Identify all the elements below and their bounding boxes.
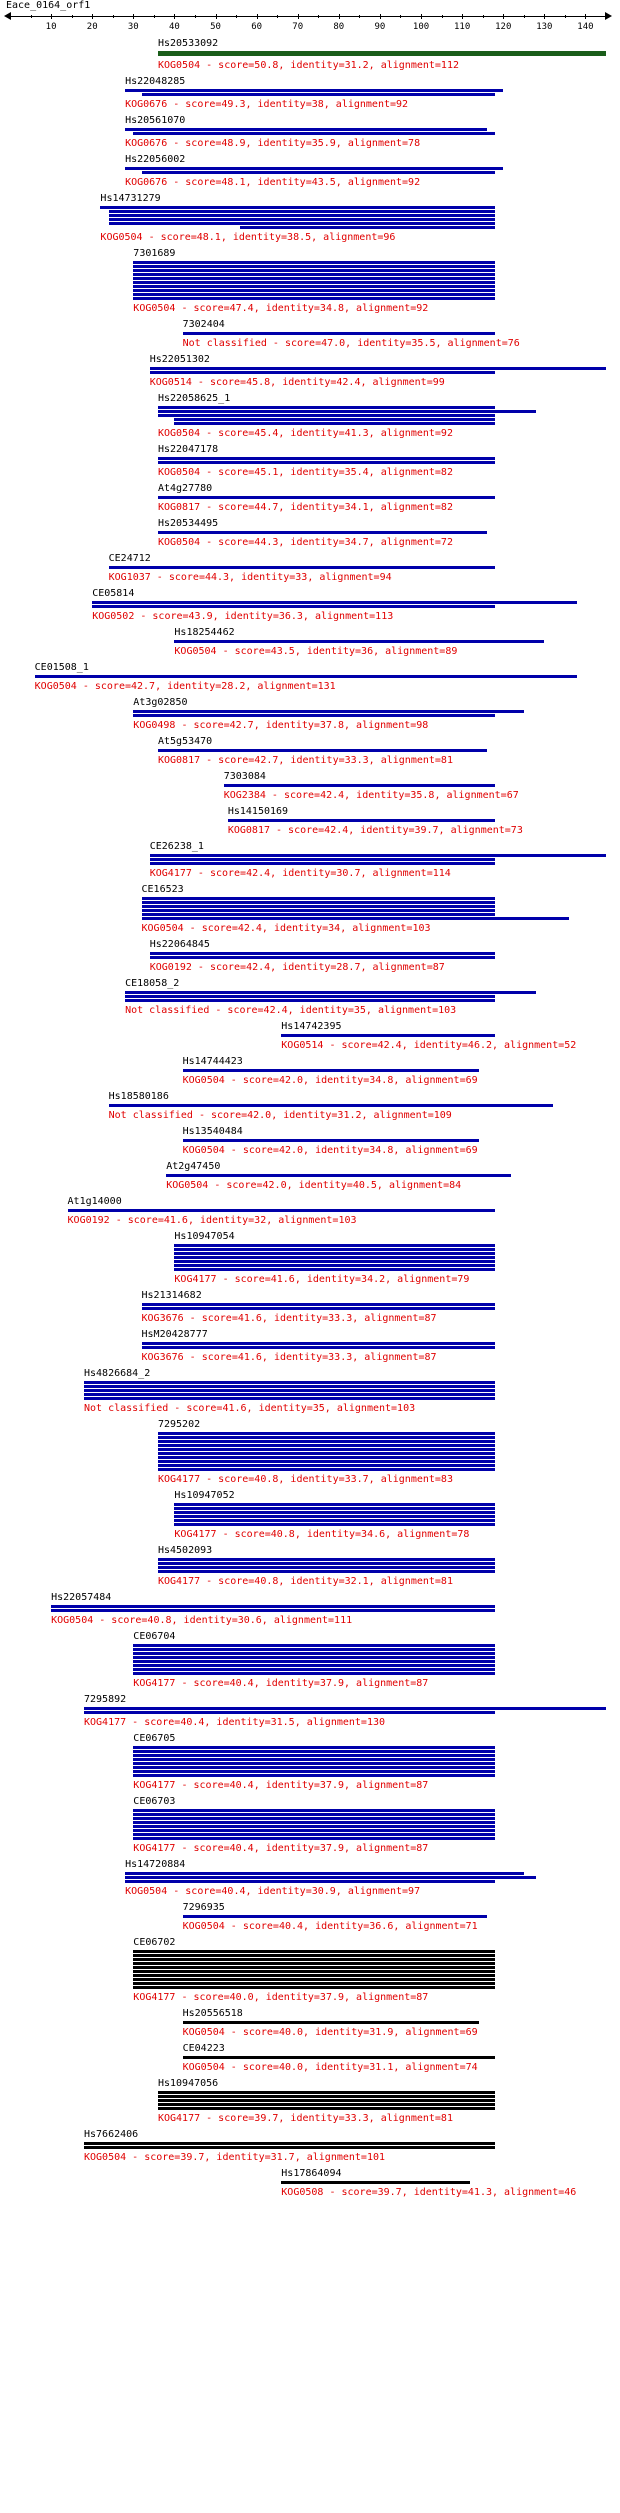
alignment-bar[interactable] — [133, 714, 495, 717]
hit-score-info: Not classified - score=42.4, identity=35, alignment=103 — [125, 1005, 457, 1016]
ruler-tick — [277, 15, 278, 18]
hit-name-label[interactable]: Hs10947056 — [157, 2078, 219, 2089]
alignment-bar[interactable] — [142, 901, 495, 904]
hit-name-label[interactable]: Hs21314682 — [141, 1290, 202, 1301]
alignment-bar[interactable] — [150, 371, 495, 374]
ruler-tick — [72, 15, 73, 18]
alignment-bar[interactable] — [158, 2103, 495, 2106]
hit-score-info: KOG0504 - score=48.1, identity=38.5, alignment=96 — [100, 232, 396, 243]
alignment-bar[interactable] — [133, 1821, 495, 1824]
alignment-bar[interactable] — [133, 1774, 495, 1777]
hit-score-info: KOG0676 - score=48.9, identity=35.9, alignment=78 — [125, 138, 421, 149]
alignment-bar[interactable] — [142, 1342, 495, 1345]
hit-name-label[interactable]: 7295892 — [83, 1694, 127, 1705]
ruler-tick — [236, 15, 237, 18]
hit-name-label[interactable]: 7302404 — [182, 319, 225, 330]
alignment-bar[interactable] — [158, 1562, 495, 1565]
ruler-tick-label: 70 — [292, 22, 304, 32]
hit-score-info: KOG4177 - score=40.8, identity=32.1, alignment=81 — [157, 1576, 453, 1587]
alignment-bar[interactable] — [158, 531, 487, 534]
hit-name-label[interactable]: Hs14742395 — [281, 1021, 342, 1032]
alignment-bar[interactable] — [158, 1460, 495, 1463]
hit-score-info: KOG4177 - score=42.4, identity=30.7, alignment=114 — [149, 868, 451, 879]
hit-name-label[interactable]: Hs20534495 — [157, 518, 219, 529]
alignment-bar[interactable] — [133, 265, 495, 268]
alignment-bar[interactable] — [51, 1609, 495, 1612]
hit-score-info: KOG0817 - score=42.4, identity=39.7, alignment=73 — [227, 825, 523, 836]
alignment-bar[interactable] — [133, 1762, 495, 1765]
hit-name-label[interactable]: At1g14000 — [67, 1196, 122, 1207]
hit-score-info: KOG4177 - score=40.4, identity=37.9, alignment=87 — [133, 1780, 429, 1791]
alignment-bar[interactable] — [133, 1986, 495, 1989]
ruler-tick — [462, 14, 463, 19]
alignment-bar[interactable] — [125, 991, 536, 994]
alignment-bar[interactable] — [133, 1672, 495, 1675]
sequence-title: Eace_0164_orf1 — [6, 0, 91, 11]
hit-score-info: KOG0504 - score=45.4, identity=41.3, alignment=92 — [157, 428, 453, 439]
alignment-bar[interactable] — [158, 457, 495, 460]
alignment-bar[interactable] — [133, 297, 495, 300]
alignment-bar[interactable] — [125, 167, 503, 170]
ruler-tick-label: 90 — [374, 22, 386, 32]
alignment-bar[interactable] — [158, 1558, 495, 1561]
alignment-bar[interactable] — [142, 913, 495, 916]
alignment-bar[interactable] — [133, 1656, 495, 1659]
hit-name-label[interactable]: Hs10947054 — [174, 1231, 235, 1242]
alignment-bar[interactable] — [142, 917, 569, 920]
hit-name-label[interactable]: CE16523 — [141, 884, 184, 895]
hit-score-info: KOG0676 - score=48.1, identity=43.5, alignment=92 — [125, 177, 421, 188]
hit-score-info: KOG0192 - score=42.4, identity=28.7, alignment=87 — [149, 962, 445, 973]
alignment-bar[interactable] — [133, 1982, 495, 1985]
hit-score-info: KOG3676 - score=41.6, identity=33.3, alignment=87 — [141, 1313, 437, 1324]
alignment-bar[interactable] — [174, 1511, 495, 1514]
hit-name-label[interactable]: Hs22056002 — [125, 154, 186, 165]
alignment-bar[interactable] — [133, 289, 495, 292]
hit-score-info: KOG0504 - score=39.7, identity=31.7, alignment=101 — [83, 2152, 386, 2163]
alignment-bar[interactable] — [68, 1209, 495, 1212]
alignment-bar[interactable] — [109, 210, 495, 213]
hit-name-label[interactable]: At5g53470 — [157, 736, 213, 747]
alignment-bar[interactable] — [35, 675, 578, 678]
alignment-bar[interactable] — [142, 897, 495, 900]
alignment-bar[interactable] — [92, 605, 495, 608]
ruler-tick — [442, 15, 443, 18]
ruler-tick-label: 80 — [333, 22, 345, 32]
hit-score-info: KOG3676 - score=41.6, identity=33.3, alignment=87 — [141, 1352, 437, 1363]
alignment-bar[interactable] — [84, 1393, 495, 1396]
hit-name-label[interactable]: Hs18254462 — [174, 627, 235, 638]
ruler-axis-line — [10, 16, 606, 17]
ruler-tick-label: 140 — [577, 22, 594, 32]
hit-score-info: Not classified - score=41.6, identity=35, alignment=103 — [83, 1403, 416, 1414]
alignment-bar[interactable] — [142, 171, 495, 174]
alignment-bar[interactable] — [158, 461, 495, 464]
hit-score-info: KOG0676 - score=49.3, identity=38, alignment=92 — [125, 99, 409, 110]
hit-name-label[interactable]: Hs14720884 — [125, 1859, 186, 1870]
alignment-bar[interactable] — [133, 1833, 495, 1836]
ruler-tick — [503, 14, 504, 19]
alignment-bar[interactable] — [84, 2142, 495, 2145]
hit-score-info: KOG0504 - score=40.0, identity=31.1, alignment=74 — [182, 2062, 478, 2073]
alignment-bar[interactable] — [142, 1346, 495, 1349]
alignment-bar[interactable] — [133, 1746, 495, 1749]
alignment-bar[interactable] — [84, 1389, 495, 1392]
alignment-bar[interactable] — [174, 1268, 495, 1271]
alignment-bar[interactable] — [133, 1660, 495, 1663]
ruler-tick — [195, 15, 196, 18]
alignment-bar[interactable] — [158, 2091, 495, 2094]
alignment-bar[interactable] — [158, 2095, 495, 2098]
hit-score-info: KOG0504 - score=43.5, identity=36, alignment=89 — [174, 646, 458, 657]
hit-name-label[interactable]: Hs10947052 — [174, 1490, 235, 1501]
alignment-bar[interactable] — [125, 1876, 536, 1879]
alignment-bar[interactable] — [174, 1515, 495, 1518]
alignment-bar[interactable] — [150, 862, 495, 865]
hit-score-info: KOG0502 - score=43.9, identity=36.3, alignment=113 — [92, 611, 394, 622]
hit-score-info: KOG2384 - score=42.4, identity=35.8, alignment=67 — [223, 790, 519, 801]
alignment-bar[interactable] — [133, 1652, 495, 1655]
ruler-tick — [257, 14, 258, 19]
hit-score-info: KOG0504 - score=40.4, identity=36.6, alignment=71 — [182, 1921, 478, 1932]
hit-score-info: KOG0504 - score=40.4, identity=30.9, alignment=97 — [125, 1886, 421, 1897]
alignment-bar[interactable] — [158, 1456, 495, 1459]
alignment-bar[interactable] — [158, 1448, 495, 1451]
alignment-bar[interactable] — [133, 1954, 495, 1957]
hit-name-label[interactable]: Hs20561070 — [125, 115, 186, 126]
hit-name-label[interactable]: CE24712 — [108, 553, 151, 564]
alignment-bar[interactable] — [84, 2146, 495, 2149]
alignment-bar[interactable] — [142, 905, 495, 908]
alignment-bar[interactable] — [109, 566, 495, 569]
alignment-bar[interactable] — [183, 1915, 487, 1918]
hit-score-info: KOG4177 - score=40.4, identity=37.9, alignment=87 — [133, 1843, 429, 1854]
hit-score-info: KOG0514 - score=42.4, identity=46.2, alignment=52 — [281, 1040, 577, 1051]
hit-name-label[interactable]: HsM20428777 — [141, 1329, 208, 1340]
alignment-bar[interactable] — [133, 269, 495, 272]
alignment-bar[interactable] — [158, 410, 536, 413]
alignment-bar[interactable] — [158, 414, 495, 417]
hit-score-info: KOG0498 - score=42.7, identity=37.8, alignment=98 — [133, 720, 429, 731]
alignment-bar[interactable] — [150, 952, 495, 955]
hit-score-info: KOG0504 - score=42.0, identity=34.8, alignment=69 — [182, 1145, 478, 1156]
alignment-bar[interactable] — [100, 206, 495, 209]
ruler-tick — [380, 14, 381, 19]
alignment-bar[interactable] — [125, 1872, 524, 1875]
alignment-bar[interactable] — [133, 285, 495, 288]
hit-name-label[interactable]: CE01508_1 — [34, 662, 89, 673]
alignment-bar[interactable] — [133, 1754, 495, 1757]
ruler-tick-label: 10 — [45, 22, 57, 32]
hit-score-info: KOG4177 - score=40.0, identity=37.9, alignment=87 — [133, 1992, 429, 2003]
alignment-bar[interactable] — [133, 1978, 495, 1981]
alignment-bar[interactable] — [84, 1381, 495, 1384]
ruler-tick-label: 130 — [536, 22, 553, 32]
alignment-bar[interactable] — [133, 1644, 495, 1647]
alignment-bar[interactable] — [281, 2181, 470, 2184]
alignment-bar[interactable] — [158, 2099, 495, 2102]
alignment-bar[interactable] — [133, 710, 523, 713]
hit-score-info: KOG4177 - score=41.6, identity=34.2, alignment=79 — [174, 1274, 470, 1285]
alignment-bar[interactable] — [174, 422, 495, 425]
alignment-bar[interactable] — [158, 1452, 495, 1455]
alignment-bar[interactable] — [133, 1817, 495, 1820]
hit-name-label[interactable]: CE26238_1 — [149, 841, 204, 852]
alignment-bar[interactable] — [281, 1034, 495, 1037]
alignment-bar[interactable] — [133, 1813, 495, 1816]
ruler-tick — [606, 15, 607, 18]
alignment-bar[interactable] — [109, 218, 495, 221]
hit-name-label[interactable]: Hs17864094 — [281, 2168, 342, 2179]
alignment-bar[interactable] — [158, 1570, 495, 1573]
ruler-tick-label: 40 — [168, 22, 180, 32]
ruler-tick — [51, 14, 52, 19]
hit-name-label[interactable]: CE06703 — [133, 1796, 176, 1807]
alignment-bar[interactable] — [183, 2056, 495, 2059]
ruler-tick-label: 50 — [210, 22, 221, 32]
alignment-bar[interactable] — [158, 496, 495, 499]
alignment-bar[interactable] — [158, 1432, 495, 1435]
hit-name-label[interactable]: CE05814 — [92, 588, 135, 599]
alignment-bar[interactable] — [133, 1664, 495, 1667]
hit-name-label[interactable]: Hs22058625_1 — [157, 393, 231, 404]
ruler-tick — [216, 14, 217, 19]
alignment-bar[interactable] — [158, 1464, 495, 1467]
hit-score-info: KOG4177 - score=40.4, identity=37.9, alignment=87 — [133, 1678, 429, 1689]
hit-name-label[interactable]: 7301689 — [133, 248, 176, 259]
hit-score-info: Not classified - score=47.0, identity=35.5, alignment=76 — [182, 338, 520, 349]
hit-name-label[interactable]: At2g47450 — [166, 1161, 221, 1172]
alignment-bar[interactable] — [158, 406, 495, 409]
hit-score-info: KOG0504 - score=47.4, identity=34.8, alignment=92 — [133, 303, 429, 314]
hit-score-info: KOG0817 - score=44.7, identity=34.1, alignment=82 — [157, 502, 453, 513]
hit-name-label[interactable]: Hs22047178 — [157, 444, 219, 455]
ruler-tick — [133, 14, 134, 19]
alignment-bar[interactable] — [158, 1436, 495, 1439]
alignment-bar[interactable] — [133, 1958, 495, 1961]
hit-score-info: KOG0192 - score=41.6, identity=32, alignment=103 — [67, 1215, 357, 1226]
hit-name-label[interactable]: Hs22057484 — [51, 1592, 112, 1603]
alignment-bar[interactable] — [133, 277, 495, 280]
alignment-bar[interactable] — [84, 1707, 606, 1710]
alignment-bar[interactable] — [133, 1648, 495, 1651]
hit-name-label[interactable]: Hs14731279 — [100, 193, 161, 204]
hit-name-label[interactable]: CE04223 — [182, 2043, 225, 2054]
alignment-bar[interactable] — [133, 1837, 495, 1840]
alignment-bar[interactable] — [150, 854, 606, 857]
hit-name-label[interactable]: CE06704 — [133, 1631, 176, 1642]
hit-name-label[interactable]: Hs13540484 — [182, 1126, 243, 1137]
hit-name-label[interactable]: Hs22048285 — [125, 76, 186, 87]
alignment-bar[interactable] — [183, 2021, 479, 2024]
ruler-tick — [31, 15, 32, 18]
alignment-bar[interactable] — [133, 1809, 495, 1812]
alignment-bar[interactable] — [125, 89, 503, 92]
hit-score-info: KOG0514 - score=45.8, identity=42.4, alignment=99 — [149, 377, 445, 388]
alignment-bar[interactable] — [158, 1468, 495, 1471]
alignment-bar[interactable] — [133, 293, 495, 296]
alignment-bar[interactable] — [150, 956, 495, 959]
hit-name-label[interactable]: Hs7662406 — [83, 2129, 139, 2140]
hit-score-info: KOG0817 - score=42.7, identity=33.3, alignment=81 — [157, 755, 453, 766]
ruler-tick-label: 60 — [251, 22, 263, 32]
ruler-tick — [174, 14, 175, 19]
alignment-bar[interactable] — [183, 1139, 479, 1142]
alignment-bar[interactable] — [174, 1244, 495, 1247]
ruler-tick — [483, 15, 484, 18]
alignment-bar[interactable] — [51, 1605, 495, 1608]
ruler-tick — [565, 15, 566, 18]
alignment-bar[interactable] — [174, 1248, 495, 1251]
alignment-bar[interactable] — [142, 1303, 495, 1306]
hit-score-info: KOG0504 - score=44.3, identity=34.7, alignment=72 — [157, 537, 453, 548]
alignment-bar[interactable] — [174, 1252, 495, 1255]
ruler-tick — [92, 14, 93, 19]
alignment-bar[interactable] — [133, 1829, 495, 1832]
alignment-bar[interactable] — [133, 1974, 495, 1977]
hit-name-label[interactable]: Hs14150169 — [227, 806, 289, 817]
hit-score-info: KOG0504 - score=40.8, identity=30.6, alignment=111 — [51, 1615, 353, 1626]
alignment-bar[interactable] — [84, 1711, 495, 1714]
alignment-bar[interactable] — [142, 1307, 495, 1310]
ruler-tick — [359, 15, 360, 18]
alignment-bar[interactable] — [133, 132, 495, 135]
ruler-tick — [339, 14, 340, 19]
ruler-tick — [585, 14, 586, 19]
hit-score-info: KOG0504 - score=42.0, identity=34.8, alignment=69 — [182, 1075, 478, 1086]
hit-score-info: KOG1037 - score=44.3, identity=33, alignment=94 — [108, 572, 392, 583]
alignment-bar[interactable] — [133, 261, 495, 264]
alignment-bar[interactable] — [158, 749, 487, 752]
ruler-tick — [400, 15, 401, 18]
hit-name-label[interactable]: Hs20533092 — [157, 38, 219, 49]
alignment-bar[interactable] — [183, 332, 495, 335]
hit-name-label[interactable]: Hs14744423 — [182, 1056, 243, 1067]
ruler-tick-label: 120 — [495, 22, 512, 32]
alignment-bar[interactable] — [174, 1507, 495, 1510]
hit-name-label[interactable]: CE06705 — [133, 1733, 176, 1744]
ruler-tick-label: 110 — [453, 22, 471, 32]
ruler-tick-label: 100 — [412, 22, 430, 32]
hit-name-label[interactable]: 7296935 — [182, 1902, 225, 1913]
hit-score-info: KOG0504 - score=40.0, identity=31.9, alignment=69 — [182, 2027, 478, 2038]
ruler-tick — [298, 14, 299, 19]
alignment-bar[interactable] — [133, 273, 495, 276]
alignment-bar[interactable] — [240, 226, 495, 229]
alignment-bar[interactable] — [125, 1880, 495, 1883]
ruler-tick — [421, 14, 422, 19]
hit-name-label[interactable]: 7303084 — [223, 771, 266, 782]
alignment-bar[interactable] — [125, 128, 487, 131]
hit-name-label[interactable]: Hs4826684_2 — [83, 1368, 151, 1379]
hit-score-info: KOG0504 - score=42.7, identity=28.2, alignment=131 — [34, 681, 336, 692]
alignment-bar[interactable] — [92, 601, 577, 604]
alignment-bar[interactable] — [84, 1385, 495, 1388]
alignment-bar[interactable] — [174, 1523, 495, 1526]
alignment-bar[interactable] — [158, 1444, 495, 1447]
alignment-bar[interactable] — [133, 1970, 495, 1973]
alignment-bar[interactable] — [174, 418, 495, 421]
alignment-bar[interactable] — [109, 1104, 553, 1107]
hit-name-label[interactable]: At4g27780 — [157, 483, 213, 494]
alignment-bar[interactable] — [174, 1264, 495, 1267]
alignment-bar[interactable] — [133, 1770, 495, 1773]
ruler-tick — [10, 14, 11, 19]
hit-name-label[interactable]: At3g02850 — [133, 697, 188, 708]
hit-score-info: KOG4177 - score=39.7, identity=33.3, alignment=81 — [157, 2113, 453, 2124]
alignment-bar[interactable] — [133, 1962, 495, 1965]
hit-name-label[interactable]: CE18058_2 — [125, 978, 180, 989]
alignment-bar[interactable] — [133, 281, 495, 284]
ruler-tick — [524, 15, 525, 18]
alignment-bar[interactable] — [150, 858, 495, 861]
alignment-bar[interactable] — [228, 819, 495, 822]
ruler-tick — [113, 15, 114, 18]
alignment-bar[interactable] — [158, 1566, 495, 1569]
ruler-tick — [544, 14, 545, 19]
alignment-bar[interactable] — [133, 1966, 495, 1969]
alignment-bar[interactable] — [174, 1519, 495, 1522]
alignment-bar[interactable] — [133, 1758, 495, 1761]
alignment-bar[interactable] — [142, 93, 495, 96]
hit-name-label[interactable]: Hs18580186 — [108, 1091, 169, 1102]
alignment-bar[interactable] — [133, 1950, 495, 1953]
hit-score-info: KOG0504 - score=42.4, identity=34, alignment=103 — [141, 923, 431, 934]
alignment-bar[interactable] — [174, 1260, 495, 1263]
alignment-bar[interactable] — [142, 909, 495, 912]
ruler-tick — [154, 15, 155, 18]
hit-name-label[interactable]: CE06702 — [133, 1937, 176, 1948]
alignment-bar[interactable] — [158, 1440, 495, 1443]
hit-name-label[interactable]: Hs22051302 — [149, 354, 210, 365]
hit-score-info: KOG0508 - score=39.7, identity=41.3, alignment=46 — [281, 2187, 577, 2198]
ruler-tick — [318, 15, 319, 18]
alignment-bar[interactable] — [133, 1766, 495, 1769]
hit-name-label[interactable]: Hs22064845 — [149, 939, 210, 950]
hit-score-info: KOG4177 - score=40.8, identity=34.6, alignment=78 — [174, 1529, 470, 1540]
alignment-bar[interactable] — [109, 222, 495, 225]
alignment-bar[interactable] — [166, 1174, 511, 1177]
hit-score-info: KOG4177 - score=40.4, identity=31.5, alignment=130 — [83, 1717, 386, 1728]
alignment-bar[interactable] — [133, 1668, 495, 1671]
hit-score-info: KOG0504 - score=50.8, identity=31.2, alignment=112 — [157, 60, 459, 71]
alignment-bar[interactable] — [183, 1069, 479, 1072]
hit-name-label[interactable]: Hs20556518 — [182, 2008, 243, 2019]
hit-score-info: Not classified - score=42.0, identity=31.2, alignment=109 — [108, 1110, 452, 1121]
alignment-bar[interactable] — [174, 1256, 495, 1259]
alignment-bar[interactable] — [150, 367, 606, 370]
hit-score-info: KOG0504 - score=42.0, identity=40.5, alignment=84 — [166, 1180, 462, 1191]
alignment-bar[interactable] — [133, 1750, 495, 1753]
alignment-bar[interactable] — [84, 1397, 495, 1400]
alignment-bar[interactable] — [158, 2107, 495, 2110]
alignment-bar[interactable] — [174, 1503, 495, 1506]
ruler-tick-label: 30 — [127, 22, 139, 32]
hit-score-info: KOG0504 - score=45.1, identity=35.4, alignment=82 — [157, 467, 453, 478]
alignment-bar[interactable] — [224, 784, 495, 787]
hit-name-label[interactable]: Hs4502093 — [157, 1545, 213, 1556]
alignment-bar[interactable] — [174, 640, 544, 643]
hit-name-label[interactable]: 7295202 — [157, 1419, 201, 1430]
alignment-bar[interactable] — [158, 51, 606, 56]
hit-score-info: KOG4177 - score=40.8, identity=33.7, alignment=83 — [157, 1474, 453, 1485]
alignment-bar[interactable] — [125, 995, 495, 998]
alignment-bar[interactable] — [109, 214, 495, 217]
alignment-bar[interactable] — [133, 1825, 495, 1828]
alignment-bar[interactable] — [125, 999, 495, 1002]
ruler-tick-label: 20 — [86, 22, 98, 32]
